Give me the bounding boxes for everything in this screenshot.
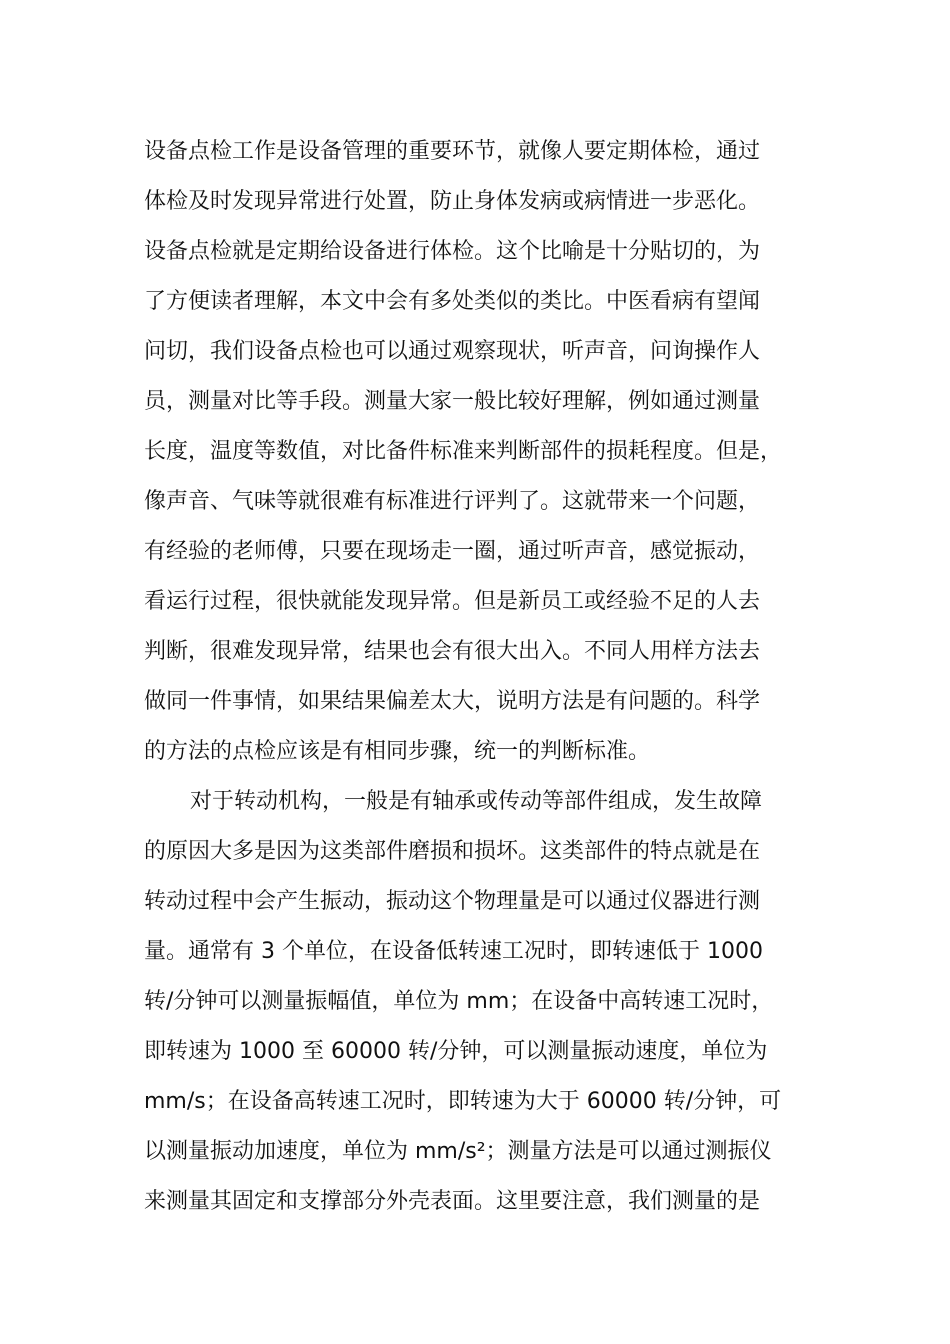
text-line: 以测量振动加速度，单位为 mm/s²；测量方法是可以通过测振仪 xyxy=(144,1139,772,1164)
text-line: mm/s；在设备高转速工况时，即转速为大于 60000 转/分钟，可 xyxy=(144,1089,782,1114)
text-line: 做同一件事情，如果结果偏差太大，说明方法是有问题的。科学 xyxy=(144,689,761,714)
text-line: 的方法的点检应该是有相同步骤，统一的判断标准。 xyxy=(144,739,651,764)
text-line: 设备点检就是定期给设备进行体检。这个比喻是十分贴切的，为 xyxy=(144,239,761,264)
text-line: 看运行过程，很快就能发现异常。但是新员工或经验不足的人去 xyxy=(144,589,761,614)
text-line: 长度，温度等数值，对比备件标准来判断部件的损耗程度。但是， xyxy=(144,439,783,464)
text-line: 来测量其固定和支撑部分外壳表面。这里要注意，我们测量的是 xyxy=(144,1189,761,1214)
text-line: 有经验的老师傅，只要在现场走一圈，通过听声音，感觉振动， xyxy=(144,539,761,564)
text-line: 员，测量对比等手段。测量大家一般比较好理解，例如通过测量 xyxy=(144,389,761,414)
text-line: 问切，我们设备点检也可以通过观察现状，听声音，问询操作人 xyxy=(144,339,761,364)
text-line: 像声音、气味等就很难有标准进行评判了。这就带来一个问题， xyxy=(144,489,761,514)
text-line: 转动过程中会产生振动，振动这个物理量是可以通过仪器进行测 xyxy=(144,889,761,914)
text-line: 了方便读者理解，本文中会有多处类似的类比。中医看病有望闻 xyxy=(144,289,761,314)
text-line: 的原因大多是因为这类部件磨损和损坏。这类部件的特点就是在 xyxy=(144,839,761,864)
text-line: 对于转动机构，一般是有轴承或传动等部件组成，发生故障 xyxy=(190,789,763,814)
body-text xyxy=(144,127,844,1227)
text-line: 即转速为 1000 至 60000 转/分钟，可以测量振动速度，单位为 xyxy=(144,1039,768,1064)
text-line: 判断，很难发现异常，结果也会有很大出入。不同人用样方法去 xyxy=(144,639,761,664)
text-line: 量。通常有 3 个单位，在设备低转速工况时，即转速低于 1000 xyxy=(144,939,763,964)
text-line: 设备点检工作是设备管理的重要环节，就像人要定期体检，通过 xyxy=(144,139,761,164)
text-line: 转/分钟可以测量振幅值，单位为 mm；在设备中高转速工况时， xyxy=(144,989,774,1014)
text-line: 体检及时发现异常进行处置，防止身体发病或病情进一步恶化。 xyxy=(144,189,761,214)
